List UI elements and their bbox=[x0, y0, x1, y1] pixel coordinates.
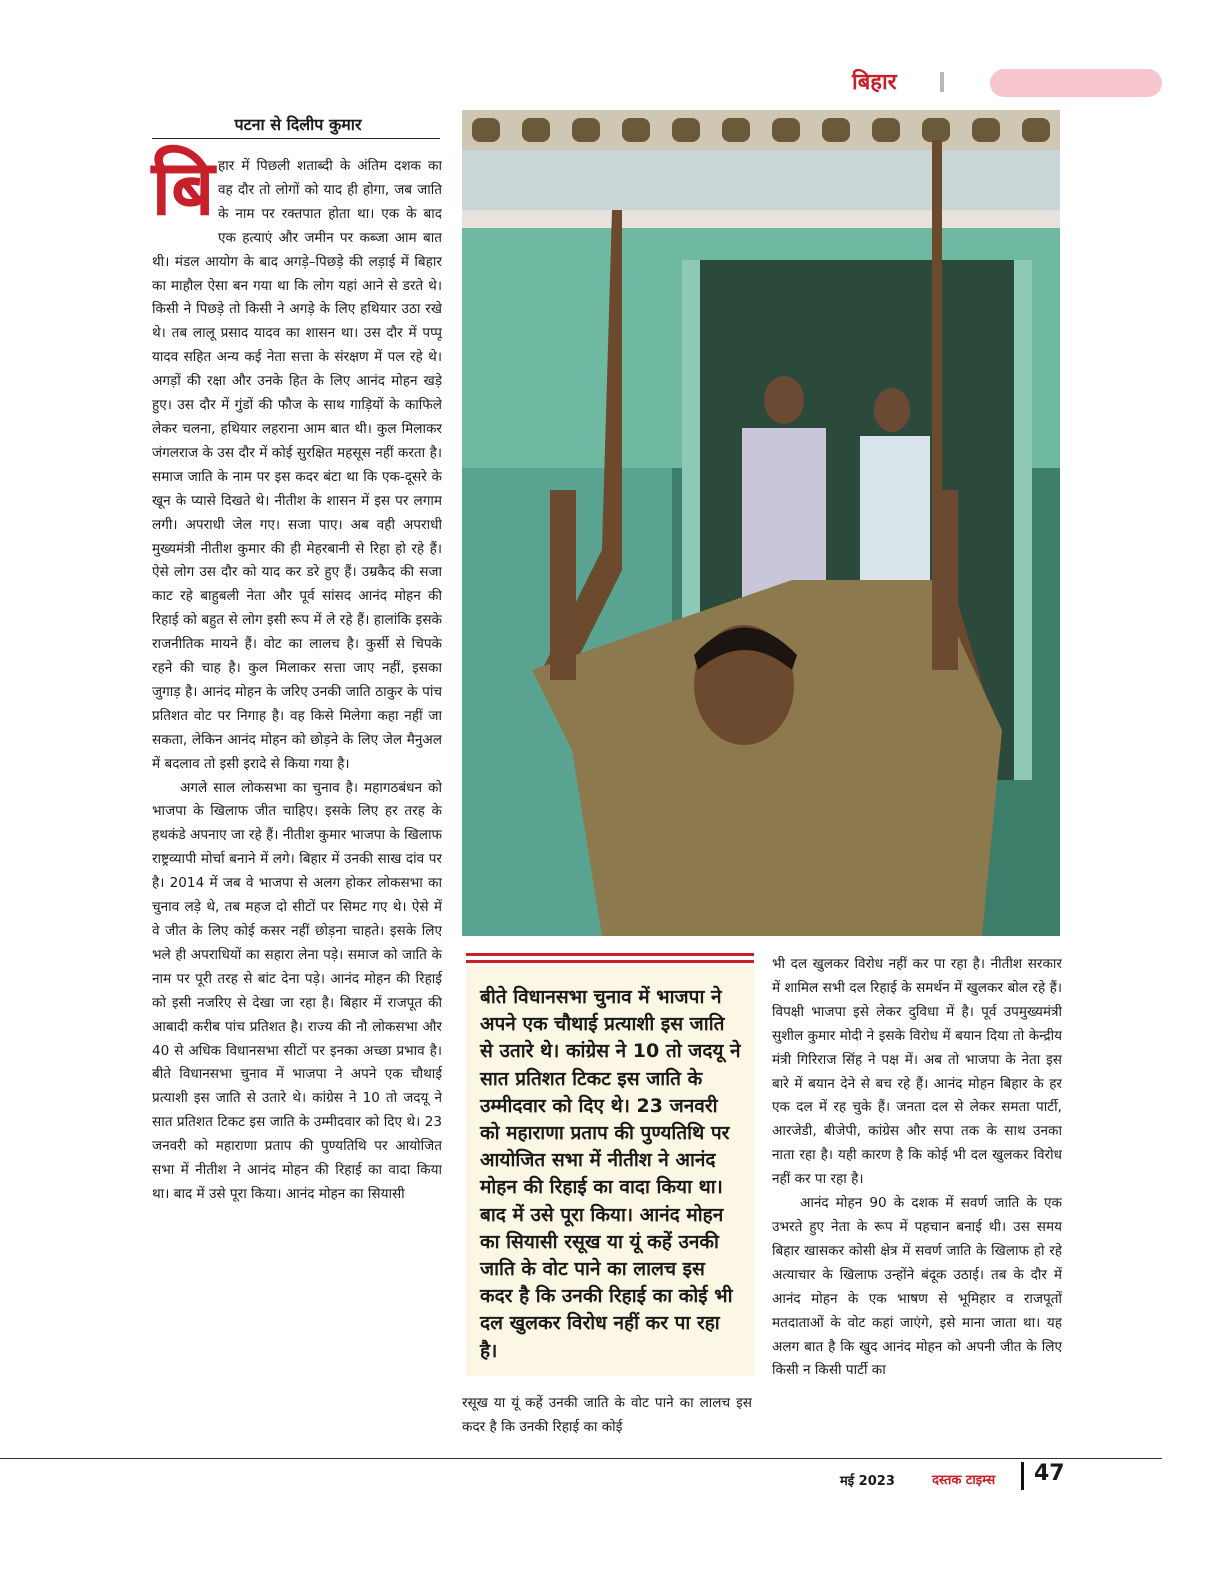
pullquote-rule-bottom bbox=[466, 960, 754, 963]
section-separator bbox=[940, 72, 944, 92]
section-label: बिहार bbox=[852, 70, 897, 95]
footer-issue-date: मई 2023 bbox=[840, 1474, 895, 1489]
page-number: 47 bbox=[1034, 1461, 1065, 1486]
footer-separator bbox=[1021, 1462, 1024, 1490]
byline-rule bbox=[152, 138, 440, 139]
article-paragraph: हार में पिछली शताब्दी के अंतिम दशक का वह दौर तो लोगों को याद ही होगा, जब जाति के नाम पर रक्तपात होता था। एक के बाद एक हत्याएं और जमीन पर कब्जा आम बात थी। मंडल आयोग के बाद अगड़े–पिछड़े की लड़ाई में बिहार का माहौल ऐसा बन गया था कि लोग यहां आने से डरते थे। किसी ने पिछड़े तो किसी ने अगड़े के लिए हथियार उठा रखे थे। तब लालू प्रसाद यादव का शासन था। उस दौर में पप्पू यादव सहित अन्य कई नेता सत्ता के संरक्षण में पल रहे थे। अगड़ों की रक्षा और उनके हित के लिए आनंद मोहन खड़े हुए। उस दौर में गुंडों की फौज के साथ गाड़ियों के काफिले लेकर चलना, हथियार लहराना आम बात थी। कुल मिलाकर जंगलराज के उस दौर में कोई सुरक्षित महसूस नहीं करता है। समाज जाति के नाम पर इस कदर बंटा था कि एक-दूसरे के खून के प्यासे दिखते थे। नीतीश के शासन में इस पर लगाम लगी। अपराधी जेल गए। सजा पाए। अब वही अपराधी मुख्यमंत्री नीतीश कुमार की ही मेहरबानी से रिहा हो रहे हैं। ऐसे लोग उस दौर को याद कर डरे हुए हैं। उम्रकैद की सजा काट रहे बाहुबली नेता और पूर्व सांसद आनंद मोहन की रिहाई को बहुत से लोग इसी रूप में ले रहे हैं। हालांकि इसके राजनीतिक मायने हैं। वोट का लालच है। कुर्सी से चिपके रहने की चाह है। कुल मिलाकर सत्ता जाए नहीं, इसका जुगाड़ है। आनंद मोहन के जरिए उनकी जाति ठाकुर के पांच प्रतिशत वोट पर निगाह है। वह किसे मिलेगा कहा नहीं जा सकता, लेकिन आनंद मोहन को छोड़ने के लिए जेल मैनुअल में बदलाव तो इसी इरादे से किया गया है। bbox=[152, 158, 442, 772]
article-paragraph: आनंद मोहन 90 के दशक में सवर्ण जाति के एक उभरते हुए नेता के रूप में पहचान बनाई थी। उस समय बिहार खासकर कोसी क्षेत्र में सवर्ण जाति के खिलाफ हो रहे अत्याचार के खिलाफ उन्होंने बंदूक उठाई। तब के दौर में आनंद मोहन के एक भाषण से भूमिहार व राजपूतों मतदाताओं के वोट कहां जाएंगे, इसे माना जाता था। यह अलग बात है कि खुद आनंद मोहन को अपनी जीत के लिए किसी न किसी पार्टी का bbox=[772, 1195, 1062, 1379]
pullquote-text: बीते विधानसभा चुनाव में भाजपा ने अपने एक चौथाई प्रत्याशी इस जाति से उतारे थे। कांग्रेस ने 10 तो जदयू ने सात प्रतिशत टिकट इस जाति के उम्मीदवार को दिए थे। 23 जनवरी को महाराणा प्रताप की पुण्यतिथि पर आयोजित सभा में नीतीश ने आनंद मोहन की रिहाई का वादा किया था। बाद में उसे पूरा किया। आनंद मोहन का सियासी रसूख या यूं कहें उनकी जाति के वोट पाने का लालच इस कदर है कि उनकी रिहाई का कोई भी दल खुलकर विरोध नहीं कर पा रहा है। bbox=[480, 986, 741, 1362]
article-paragraph: रसूख या यूं कहें उनकी जाति के वोट पाने का लालच इस कदर है कि उनकी रिहाई का कोई bbox=[462, 1395, 752, 1435]
article-column-1 bbox=[152, 155, 442, 1445]
footer-magazine-logo: दस्तक टाइम्स bbox=[932, 1473, 996, 1488]
footer-rule bbox=[0, 1458, 1162, 1459]
article-photo bbox=[462, 110, 1060, 936]
pullquote-box bbox=[466, 966, 754, 1376]
article-column-3 bbox=[772, 953, 1062, 1445]
article-paragraph: भी दल खुलकर विरोध नहीं कर पा रहा है। नीतीश सरकार में शामिल सभी दल रिहाई के समर्थन में खुलकर बोल रहे हैं। विपक्षी भाजपा इसे लेकर दुविधा में है। पूर्व उपमुख्यमंत्री सुशील कुमार मोदी ने इसके विरोध में बयान दिया तो केन्द्रीय मंत्री गिरिराज सिंह ने पक्ष में। अब तो भाजपा के नेता इस बारे में बयान देने से बच रहे हैं। आनंद मोहन बिहार के हर एक दल में रह चुके हैं। जनता दल से लेकर समता पार्टी, आरजेडी, बीजेपी, कांग्रेस और सपा तक के साथ उनका नाता रहा है। यही कारण है कि कोई भी दल खुलकर विरोध नहीं कर पा रहा है। bbox=[772, 956, 1062, 1188]
article-paragraph: अगले साल लोकसभा का चुनाव है। महागठबंधन को भाजपा के खिलाफ जीत चाहिए। इसके लिए हर तरह के हथकंडे अपनाए जा रहे हैं। नीतीश कुमार भाजपा के खिलाफ राष्ट्रव्यापी मोर्चा बनाने में लगे। बिहार में उनकी साख दांव पर है। 2014 में जब वे भाजपा से अलग होकर लोकसभा का चुनाव लड़े थे, तब महज दो सीटों पर सिमट गए थे। ऐसे में वे जीत के लिए कोई कसर नहीं छोड़ना चाहते। इसके लिए भले ही अपराधियों का सहारा लेना पड़े। समाज को जाति के नाम पर पूरी तरह से बांट देना पड़े। आनंद मोहन की रिहाई को इसी नजरिए से देखा जा रहा है। बिहार में राजपूत की आबादी करीब पांच प्रतिशत है। राज्य की नौ लोकसभा और 40 से अधिक विधानसभा सीटों पर इनका अच्छा प्रभाव है। बीते विधानसभा चुनाव में भाजपा ने अपने एक चौथाई प्रत्याशी इस जाति से उतारे थे। कांग्रेस ने 10 तो जदयू ने सात प्रतिशत टिकट इस जाति के उम्मीदवार को दिए थे। 23 जनवरी को महाराणा प्रताप की पुण्यतिथि पर आयोजित सभा में नीतीश ने आनंद मोहन की रिहाई का वादा किया था। बाद में उसे पूरा किया। आनंद मोहन का सियासी bbox=[152, 779, 442, 1202]
section-pill-decoration bbox=[990, 69, 1162, 97]
article-column-2 bbox=[462, 1392, 752, 1442]
drop-cap: बि bbox=[151, 143, 215, 232]
pullquote-rule-top bbox=[466, 953, 754, 956]
drop-cap-spacer bbox=[152, 155, 218, 247]
byline: पटना से दिलीप कुमार bbox=[234, 115, 362, 134]
